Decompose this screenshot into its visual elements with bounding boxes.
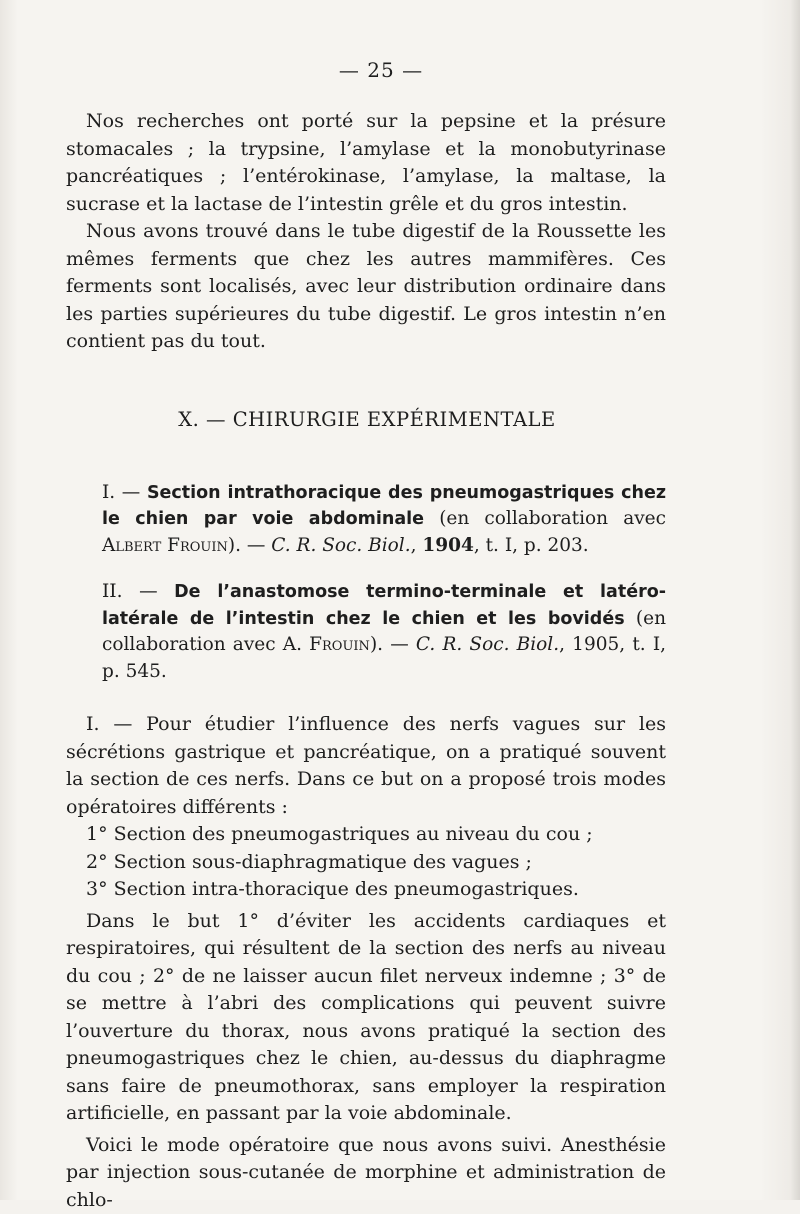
intro-paragraph-2: Nous avons trouvé dans le tube digestif de la Roussette les mêmes ferments que chez les autres mammifères. Ces ferments sont localisés, avec leur distribution ordinaire dans les parties supérieures du tube digestif. Le gros intestin n’en contient pas du tout. xyxy=(66,218,666,356)
body-paragraph-1: Dans le but 1° d’éviter les accidents cardiaques et respiratoires, qui résultent de la section des nerfs au niveau du cou ; 2° de ne laisser aucun filet nerveux indemne ; 3° de se mettre à l’abri des complications qui peuvent suivre l’ouverture du thorax, nous avons pratiqué la section des pneumogastriques chez le chien, au-dessus du diaphragme sans faire de pneumothorax, sans employer la respiration artificielle, en passant par la voie abdominale. xyxy=(66,908,666,1128)
section-heading: X. — CHIRURGIE EXPÉRIMENTALE xyxy=(66,408,666,431)
entry-details: , t. I, p. 203. xyxy=(474,535,589,556)
entry-ref-sep: , xyxy=(411,535,423,556)
entry-journal: C. R. Soc. Biol. xyxy=(271,535,410,556)
mode-item-2: 2° Section sous-diaphragmatique des vagues ; xyxy=(66,849,666,877)
bibliography-entry-2 xyxy=(102,579,666,685)
entry-collaborator: Albert Frouin xyxy=(102,535,228,556)
body-paragraph-2: Voici le mode opératoire que nous avons suivi. Anesthésie par injection sous-cutanée de morphine et administration de chlo- xyxy=(66,1132,666,1214)
mode-item-1: 1° Section des pneumogastriques au niveau du cou ; xyxy=(66,821,666,849)
entry-number: I. — xyxy=(102,482,147,503)
entry-year: 1904 xyxy=(422,535,474,556)
entry-collab-post: ). — xyxy=(228,535,271,556)
page-content xyxy=(66,58,666,1214)
body-intro-paragraph: I. — Pour étudier l’influence des nerfs vagues sur les sécrétions gastrique et pancréatique, on a pratiqué souvent la section de ces nerfs. Dans ce but on a proposé trois modes opératoires différents : xyxy=(66,711,666,821)
entry-collaborator: A. Frouin xyxy=(283,634,370,655)
intro-paragraph-1: Nos recherches ont porté sur la pepsine et la présure stomacales ; la trypsine, l’amylase et la monobutyrinase pancréatiques ; l’entérokinase, l’amylase, la maltase, la sucrase et la lactase de l’intestin grêle et du gros intestin. xyxy=(66,108,666,218)
entry-ref-sep: , xyxy=(559,634,572,655)
mode-item-3: 3° Section intra-thoracique des pneumogastriques. xyxy=(66,876,666,904)
bibliography-entry-1 xyxy=(102,480,666,560)
entry-title: De l’anastomose termino-terminale et latéro-latérale de l’intestin chez le chien et les bovidés xyxy=(102,582,666,629)
page-number: — 25 — xyxy=(66,58,666,82)
entry-collab-post: ). — xyxy=(370,634,416,655)
entry-title: Section intrathoracique des pneumogastriques chez le chien par voie abdominale xyxy=(102,483,666,530)
entry-details: , t. I, p. 545. xyxy=(102,634,666,682)
entry-collab-pre: (en collaboration avec xyxy=(102,608,666,656)
entry-year: 1905 xyxy=(572,634,619,655)
entry-collab-pre: (en collaboration avec xyxy=(424,508,666,529)
entry-number: II. — xyxy=(102,581,174,602)
entry-journal: C. R. Soc. Biol. xyxy=(416,634,559,655)
